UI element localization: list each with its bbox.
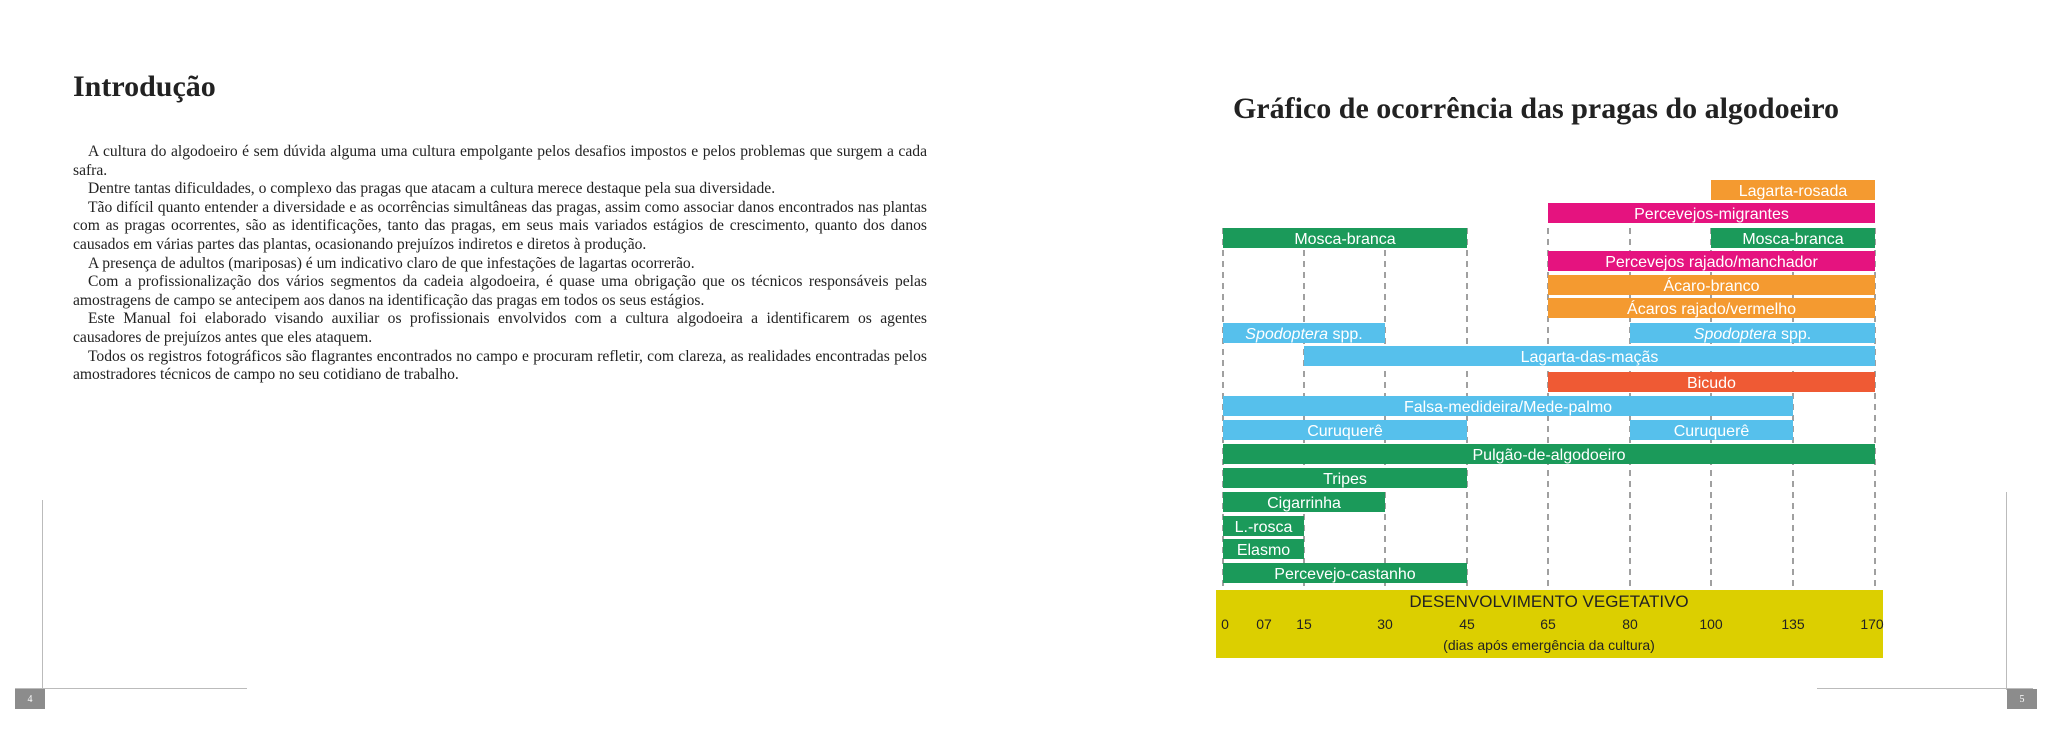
bar-label: Lagarta-das-maçãs: [1520, 349, 1659, 366]
bar-label: Percevejos rajado/manchador: [1605, 254, 1818, 271]
tick-label: 170: [1860, 616, 1884, 632]
bar-label: Pulgão-de-algodoeiro: [1472, 447, 1626, 464]
bar-label: Elasmo: [1236, 542, 1291, 559]
chart-title: Gráfico de ocorrência das pragas do algodoeiro: [1232, 92, 1840, 125]
page-margin-line: [2006, 492, 2007, 690]
axis-label: DESENVOLVIMENTO VEGETATIVO: [1409, 592, 1689, 611]
paragraph: Com a profissionalização dos vários segmentos da cadeia algodoeira, é quase uma obrigação que os técnicos responsáveis pelas amostragens de campo se antecipem aos danos na identificação das pragas em todos os seus estágios.: [73, 273, 927, 309]
bar-label: Falsa-medideira/Mede-palmo: [1403, 399, 1613, 416]
tick-label: 135: [1781, 616, 1805, 632]
page-margin-line: [42, 500, 43, 690]
paragraph: Todos os registros fotográficos são flagrantes encontrados no campo e procuram refletir, com clareza, as realidades encontradas pelos amostradores técnicos de campo no seu cotidiano de trabalho.: [73, 347, 927, 384]
tick-label: 65: [1540, 616, 1556, 632]
bar-label: Mosca-branca: [1742, 231, 1844, 248]
tick-label: 80: [1622, 616, 1638, 632]
right-page: [1024, 0, 2048, 732]
page-footer-line: [1817, 688, 2033, 689]
paragraph: Dentre tantas dificuldades, o complexo das pragas que atacam a cultura merece destaque pela sua diversidade.: [88, 180, 776, 198]
page-title: Introdução: [73, 70, 216, 103]
paragraph: Este Manual foi elaborado visando auxiliar os profissionais envolvidos com a cultura algodoeira a identificarem os agentes causadores de prejuízos antes que eles ataquem.: [73, 310, 927, 346]
bar-label: Percevejos-migrantes: [1634, 206, 1789, 223]
bar-label: Bicudo: [1687, 375, 1736, 392]
intro-text: [73, 143, 927, 385]
tick-label: 45: [1459, 616, 1475, 632]
tick-label: 30: [1377, 616, 1393, 632]
axis-sublabel: (dias após emergência da cultura): [1443, 637, 1655, 653]
bar-label: Spodoptera spp.: [1693, 326, 1812, 343]
paragraph: A cultura do algodoeiro é sem dúvida alguma uma cultura empolgante pelos desafios impostos e pelos problemas que surgem a cada safra.: [73, 143, 927, 179]
bar-label: Ácaro-branco: [1663, 278, 1760, 295]
bar-label: Cigarrinha: [1267, 495, 1341, 512]
tick-label: 0: [1221, 616, 1229, 632]
bar-label: Tripes: [1323, 471, 1367, 488]
bar-label: Ácaros rajado/vermelho: [1627, 301, 1796, 318]
bar-label: Curuquerê: [1673, 423, 1750, 440]
page-footer-line: [15, 688, 247, 689]
bar-label: Lagarta-rosada: [1738, 183, 1848, 200]
bar-label: Percevejo-castanho: [1274, 566, 1416, 583]
bar-label: Spodoptera spp.: [1245, 326, 1363, 343]
bar-label: L.-rosca: [1234, 519, 1293, 536]
paragraph: A presença de adultos (mariposas) é um indicativo claro de que infestações de lagartas ocorrerão.: [88, 254, 695, 272]
bar-label: Mosca-branca: [1294, 231, 1396, 248]
page-number: 4: [15, 689, 45, 709]
bar-label: Curuquerê: [1307, 423, 1383, 440]
tick-label: 100: [1699, 616, 1723, 632]
tick-label: 15: [1296, 616, 1312, 632]
tick-label: 07: [1256, 616, 1272, 632]
pest-occurrence-chart: [1024, 0, 2048, 732]
paragraph: Tão difícil quanto entender a diversidade e as ocorrências simultâneas das pragas, assim como associar danos encontrados nas plantas com as pragas ocorrentes, são as identificações, tanto das pragas, em seus mais variados estágios de crescimento, quanto dos danos causados em várias partes das plantas, ocasionando prejuízos indiretos e diretos à produção.: [73, 198, 927, 253]
page-number: 5: [2007, 689, 2037, 709]
